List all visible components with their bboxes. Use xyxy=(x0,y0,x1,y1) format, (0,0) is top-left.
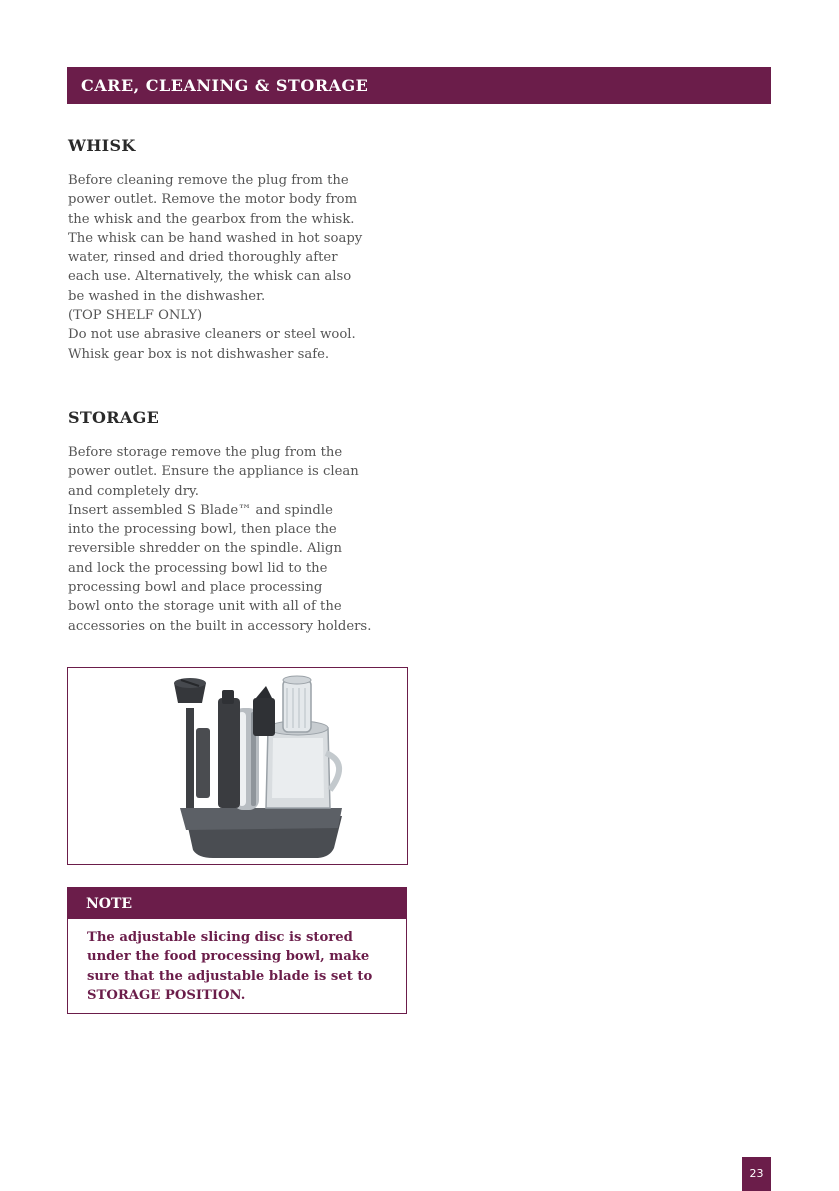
note-line: under the food processing bowl, make xyxy=(87,949,370,965)
storage-paragraph xyxy=(68,443,413,636)
storage-line: Insert assembled S Blade™ and spindle xyxy=(68,502,333,518)
section-banner xyxy=(67,67,771,104)
whisk-line: each use. Alternatively, the whisk can also xyxy=(68,269,352,285)
storage-line: and completely dry. xyxy=(68,483,199,499)
storage-line: and lock the processing bowl lid to the xyxy=(68,560,328,576)
appliance-storage-illustration xyxy=(68,668,406,863)
whisk-line: power outlet. Remove the motor body from xyxy=(68,192,358,208)
whisk-line: (TOP SHELF ONLY) xyxy=(68,308,203,324)
whisk-paragraph xyxy=(68,171,413,364)
storage-line: into the processing bowl, then place the xyxy=(68,522,337,538)
note-text xyxy=(87,928,402,1005)
appliance-image-frame xyxy=(67,667,408,865)
whisk-line: Before cleaning remove the plug from the xyxy=(68,173,349,188)
storage-line: processing bowl and place processing xyxy=(68,580,323,596)
storage-heading: STORAGE xyxy=(68,408,160,427)
whisk-line: the whisk and the gearbox from the whisk. xyxy=(68,211,355,227)
note-line: The adjustable slicing disc is stored xyxy=(87,930,353,945)
whisk-line: be washed in the dishwasher. xyxy=(68,288,266,304)
note-line: STORAGE POSITION. xyxy=(87,987,246,1003)
whisk-line: Whisk gear box is not dishwasher safe. xyxy=(68,346,330,362)
storage-line: accessories on the built in accessory holders. xyxy=(68,618,372,634)
whisk-line: water, rinsed and dried thoroughly after xyxy=(68,250,338,266)
page-number: 23 xyxy=(742,1157,771,1191)
storage-line: bowl onto the storage unit with all of the xyxy=(68,599,342,615)
storage-line: Before storage remove the plug from the xyxy=(68,445,343,460)
note-line: sure that the adjustable blade is set to xyxy=(87,968,373,984)
note-heading: NOTE xyxy=(68,888,406,919)
section-title: CARE, CLEANING & STORAGE xyxy=(81,76,369,95)
storage-line: power outlet. Ensure the appliance is clean xyxy=(68,464,359,480)
whisk-heading: WHISK xyxy=(68,136,136,155)
storage-line: reversible shredder on the spindle. Align xyxy=(68,541,342,557)
whisk-line: Do not use abrasive cleaners or steel wool. xyxy=(68,327,356,343)
note-box xyxy=(67,887,407,1014)
whisk-line: The whisk can be hand washed in hot soapy xyxy=(68,230,363,246)
